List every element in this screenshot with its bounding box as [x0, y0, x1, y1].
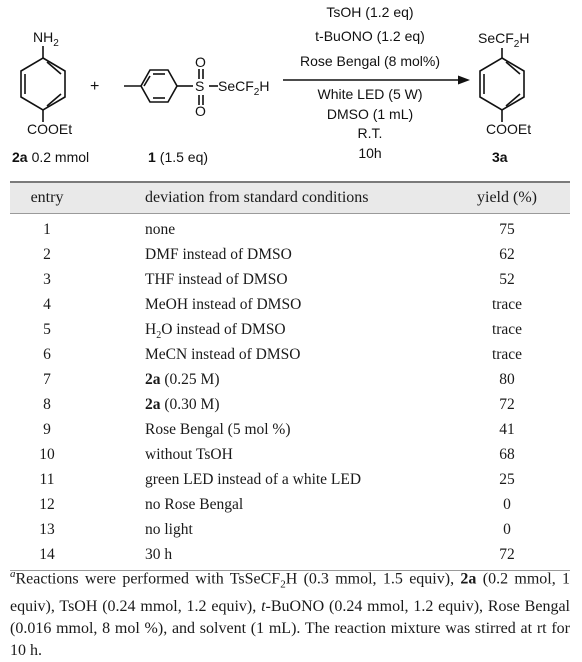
deviation-cell — [145, 392, 219, 417]
deviation-text: (0.30 M) — [164, 396, 220, 413]
yield-cell: trace — [491, 296, 523, 313]
table-header — [10, 181, 570, 214]
table-row — [10, 492, 570, 517]
deviation-text: $H_2O$ instead of DMSO — [145, 321, 286, 342]
label-2a: 2a 0.2 mmol — [12, 149, 90, 165]
deviation-cell — [145, 292, 301, 317]
header-yield: yield (%) — [477, 189, 537, 206]
yield-cell: 80 — [499, 371, 515, 388]
entry-cell: 4 — [43, 296, 51, 313]
yield-cell: 68 — [499, 446, 515, 463]
deviation-cell — [145, 217, 175, 242]
yield-cell: 72 — [499, 546, 515, 563]
table-row — [10, 317, 570, 342]
entry-cell: 1 — [43, 221, 51, 238]
benzene-ring-2a — [21, 58, 65, 110]
condition-below-3: R.T. — [357, 125, 383, 141]
table-row — [10, 392, 570, 417]
table-row — [10, 442, 570, 467]
table-row — [10, 342, 570, 367]
condition-below-1: White LED (5 W) — [317, 86, 423, 102]
deviation-cell — [145, 342, 300, 367]
deviation-cell — [145, 467, 361, 492]
arrow-head — [458, 76, 470, 85]
condition-above-3: Rose Bengal (8 mol%) — [299, 53, 441, 69]
deviation-text: DMF instead of DMSO — [145, 246, 292, 263]
entry-cell: 11 — [39, 471, 55, 488]
yield-cell: 62 — [499, 246, 515, 263]
ester-group-3a: COOEt — [486, 121, 532, 137]
condition-above-2: t-BuONO (1.2 eq) — [315, 28, 425, 44]
entry-cell: 8 — [43, 396, 51, 413]
deviation-text: MeCN instead of DMSO — [145, 346, 301, 363]
deviation-text: green LED instead of a white LED — [145, 471, 362, 488]
plus-sign: + — [90, 78, 100, 95]
table-row — [10, 367, 570, 392]
sulfur-atom: S — [195, 78, 205, 94]
yield-cell: 75 — [499, 221, 515, 238]
table-row — [10, 467, 570, 492]
entry-cell: 5 — [43, 321, 51, 338]
deviation-cell — [145, 367, 219, 392]
table-row — [10, 242, 570, 267]
deviation-cell — [145, 417, 291, 442]
condition-above-1: TsOH (1.2 eq) — [326, 4, 414, 20]
entry-cell: 12 — [39, 496, 55, 513]
entry-cell: 6 — [43, 346, 51, 363]
entry-cell: 3 — [43, 271, 51, 288]
deviation-cell — [145, 442, 233, 467]
header-deviation: deviation from standard conditions — [145, 189, 369, 206]
label-3a: 3a — [492, 149, 508, 165]
deviation-cell — [145, 517, 193, 542]
table-body — [10, 214, 570, 567]
entry-cell: 9 — [43, 421, 51, 438]
yield-cell: trace — [491, 346, 523, 363]
yield-cell: 0 — [503, 496, 511, 513]
entry-cell: 10 — [39, 446, 55, 463]
secf2h-group-product: SeCF$_2$H — [478, 30, 530, 50]
benzene-ring-3a — [480, 58, 524, 110]
yield-cell: 0 — [503, 521, 511, 538]
entry-cell: 2 — [43, 246, 51, 263]
entry-cell: 14 — [39, 546, 55, 563]
deviation-cell — [145, 492, 243, 517]
footnote-marker: a — [10, 568, 16, 580]
deviation-text: no Rose Bengal — [145, 496, 244, 513]
condition-below-4: 10h — [358, 145, 382, 161]
deviation-cell — [145, 242, 292, 267]
yield-cell: 52 — [499, 271, 515, 288]
deviation-text: MeOH instead of DMSO — [145, 296, 302, 313]
entry-cell: 13 — [39, 521, 55, 538]
table-row — [10, 517, 570, 542]
deviation-text: none — [145, 221, 176, 238]
table-row — [10, 217, 570, 242]
yield-cell: 41 — [499, 421, 515, 438]
deviation-text: Rose Bengal (5 mol %) — [145, 421, 291, 438]
label-1: 1 (1.5 eq) — [148, 149, 209, 165]
entry-cell: 7 — [43, 371, 51, 388]
table-footnote: $^a$Reactions were performed with TsSeCF$_2$H (0.3 mmol, 1.5 equiv), 2a (0.2 mmol, 1 equiv), TsOH (0.24 mmol, 1.2 equiv), t-BuONO (0.24 mmol, 1.2 equiv), Rose Bengal (0.016 mmol, 8 mol %), and solvent (1 mL). The reaction mixture was stirred at rt for 10 h. — [10, 568, 571, 659]
yield-cell: 72 — [499, 396, 515, 413]
secf2h-group-reagent: SeCF$_2$H — [218, 78, 270, 98]
amine-group: $NH_2$ — [33, 29, 59, 49]
deviation-text: THF instead of DMSO — [145, 271, 288, 288]
compound-ref: 2a — [145, 396, 161, 413]
oxygen-top: O — [195, 54, 206, 70]
yield-cell: trace — [491, 321, 523, 338]
deviation-text: without TsOH — [145, 446, 233, 463]
header-entry: entry — [30, 189, 64, 206]
table-row — [10, 292, 570, 317]
table-row — [10, 417, 570, 442]
optimization-table — [10, 181, 570, 571]
deviation-text: no light — [145, 521, 193, 538]
deviation-cell — [145, 267, 288, 292]
table-row — [10, 267, 570, 292]
ester-group-2a: COOEt — [27, 121, 73, 137]
condition-below-2: DMSO (1 mL) — [326, 106, 414, 122]
reaction-scheme — [0, 0, 582, 180]
oxygen-bottom: O — [195, 103, 206, 119]
compound-ref: 2a — [145, 371, 161, 388]
yield-cell: 25 — [499, 471, 515, 488]
deviation-text: 30 h — [145, 546, 173, 563]
deviation-text: (0.25 M) — [164, 371, 220, 388]
